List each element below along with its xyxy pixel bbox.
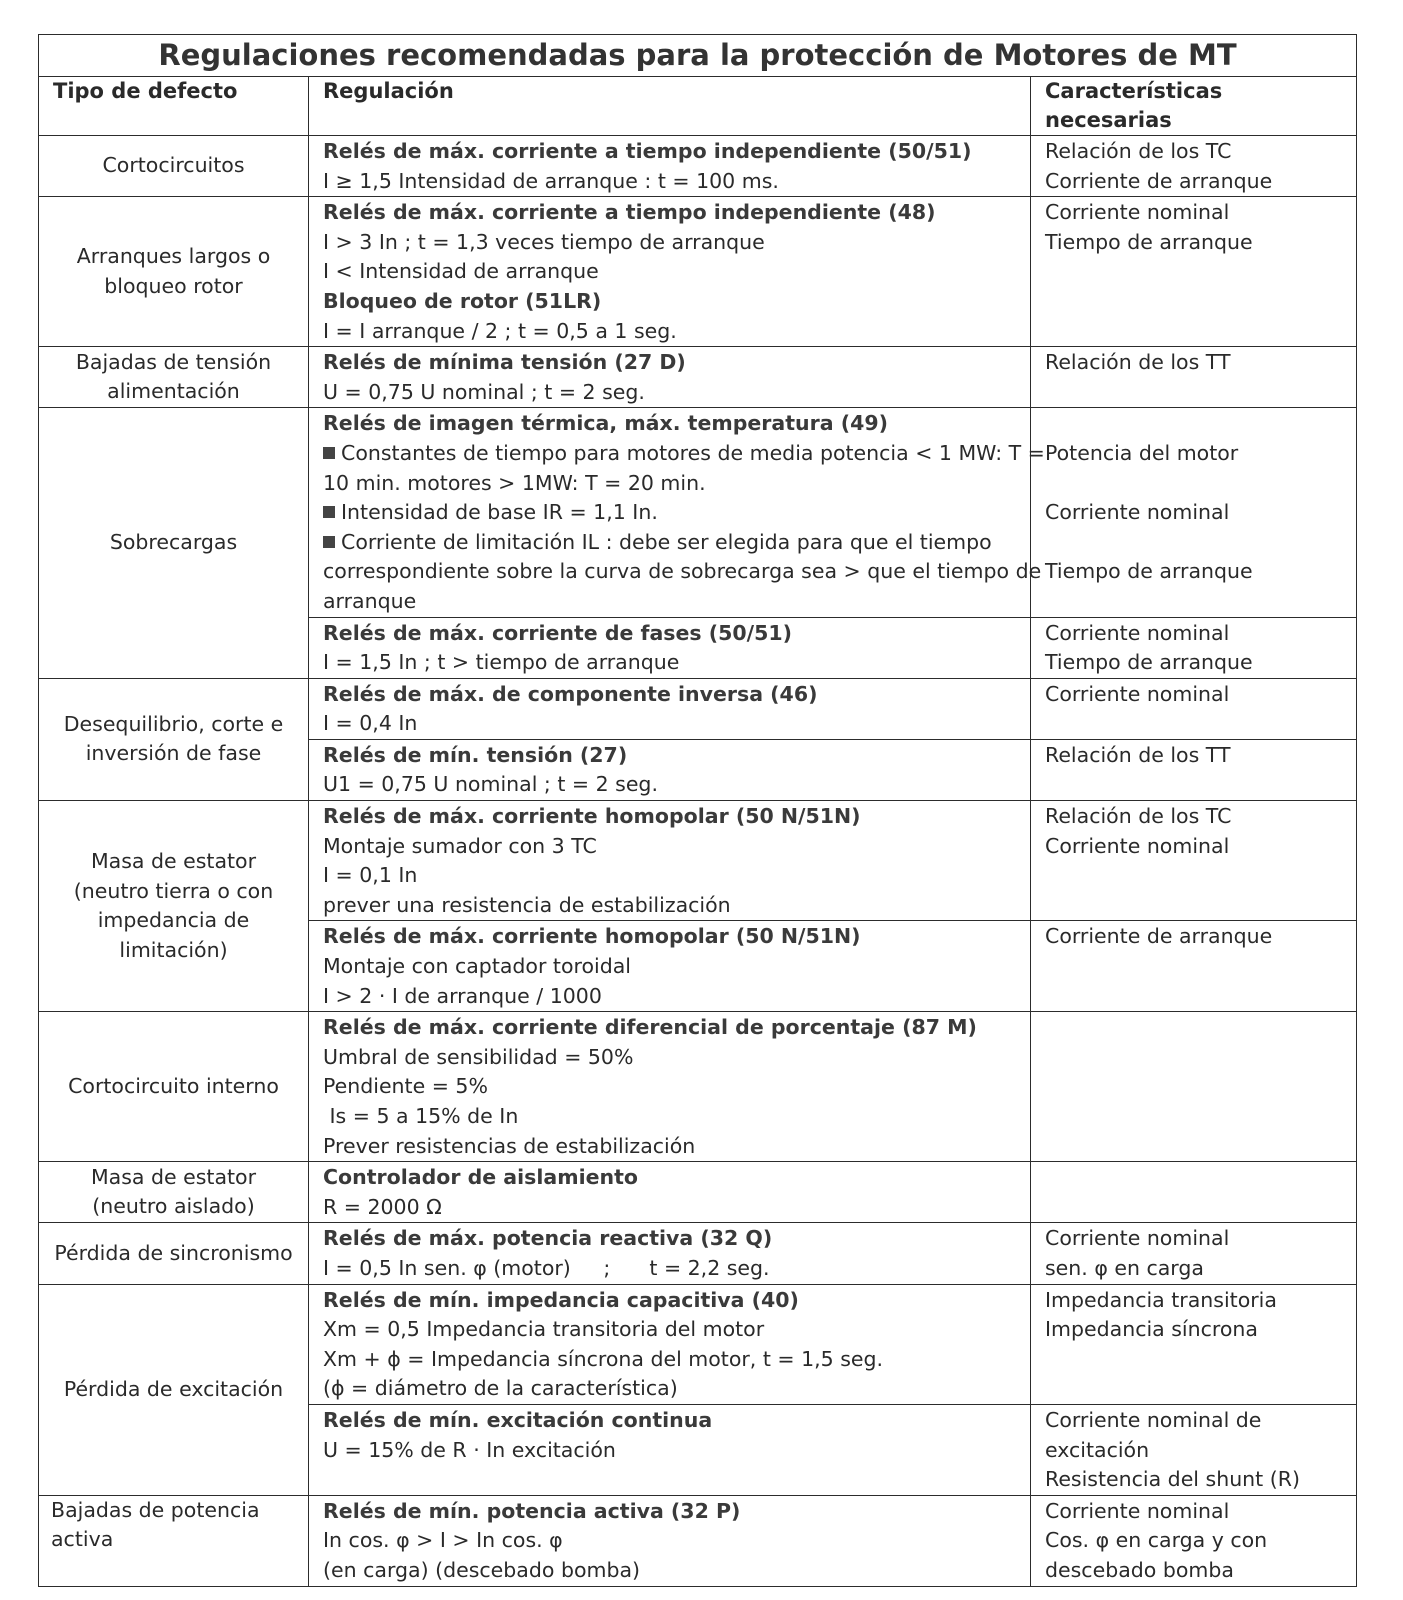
regulation-cell <box>309 678 1031 739</box>
header-tipo: Tipo de defecto <box>39 77 309 136</box>
characteristic-item: Tiempo de arranque <box>1045 650 1253 675</box>
characteristic-item: Corriente nominal <box>1045 1226 1230 1251</box>
defect-type: Desequilibrio, corte e <box>63 711 284 736</box>
defect-type-cell <box>39 1012 309 1162</box>
defect-type: alimentación <box>107 379 240 404</box>
header-caracteristicas: Características necesarias <box>1031 77 1357 136</box>
defect-type: Masa de estator <box>90 848 257 873</box>
regulation-line: Pendiente = 5% <box>323 1074 488 1099</box>
defect-type: bloqueo rotor <box>104 273 243 298</box>
characteristic-item: Corriente nominal <box>1045 681 1230 706</box>
defect-type: (neutro aislado) <box>92 1194 255 1219</box>
table-row <box>39 1223 1357 1284</box>
characteristic-item: Resistencia del shunt (R) <box>1045 1467 1300 1492</box>
relay-title: Relés de máx. corriente a tiempo independiente (50/51) <box>323 139 972 163</box>
characteristics-cell <box>1031 1495 1357 1586</box>
header-row <box>39 77 1357 136</box>
defect-type: limitación) <box>119 937 228 962</box>
defect-type: Bajadas de potencia <box>51 1497 260 1522</box>
relay-title: Relés de máx. potencia reactiva (32 Q) <box>323 1226 773 1251</box>
relay-title: Controlador de aislamiento <box>323 1165 638 1190</box>
defect-type-cell <box>39 408 309 678</box>
relay-title: Relés de mín. tensión (27) <box>323 742 628 767</box>
regulation-cell <box>309 1495 1031 1586</box>
regulation-line: 10 min. motores > 1MW: T = 20 min. <box>323 470 706 495</box>
defect-type-cell <box>39 678 309 800</box>
characteristic-item: Corriente nominal de <box>1045 1407 1262 1432</box>
table-row <box>39 1495 1357 1586</box>
relay-title: Relés de mín. impedancia capacitiva (40) <box>323 1287 799 1312</box>
regulation-text: Constantes de tiempo para motores de media potencia < 1 MW: T = <box>341 440 1045 465</box>
regulation-cell <box>309 1012 1031 1162</box>
regulation-line: Is = 5 a 15% de In <box>323 1104 519 1128</box>
defect-type: Pérdida de excitación <box>63 1376 284 1401</box>
defect-type-cell <box>39 1495 309 1586</box>
characteristic-item: Corriente nominal <box>1045 833 1230 858</box>
regulation-text: Intensidad de base IR = 1,1 In. <box>341 500 658 525</box>
characteristic-item: Tiempo de arranque <box>1045 229 1253 254</box>
table-row <box>39 408 1357 617</box>
defect-type-cell <box>39 347 309 408</box>
title-row <box>39 35 1357 77</box>
relay-title: Relés de mín. excitación continua <box>323 1407 713 1432</box>
characteristic-item: descebado bomba <box>1045 1557 1234 1582</box>
regulation-cell <box>309 408 1045 617</box>
characteristic-item: Relación de los TC <box>1045 139 1232 163</box>
characteristics-cell <box>1031 739 1357 800</box>
regulation-line: arranque <box>323 588 417 613</box>
bullet-square-icon <box>323 447 335 459</box>
regulation-line: Umbral de sensibilidad = 50% <box>323 1044 634 1069</box>
characteristic-item: Corriente nominal <box>1045 620 1230 645</box>
characteristic-item: Corriente nominal <box>1045 200 1230 225</box>
characteristic-item: Relación de los TT <box>1045 350 1231 375</box>
regulation-line: In cos. φ > I > In cos. φ <box>323 1528 563 1553</box>
relay-title: Relés de mín. potencia activa (32 P) <box>323 1498 741 1523</box>
defect-type: Cortocircuito interno <box>68 1073 279 1098</box>
characteristics-cell <box>1031 197 1357 347</box>
protection-settings-document <box>38 34 1356 1587</box>
defect-type-cell <box>39 1162 309 1223</box>
regulation-text: Corriente de limitación IL : debe ser elegida para que el tiempo <box>341 529 992 554</box>
regulation-cell <box>309 921 1031 1012</box>
regulation-cell <box>309 1162 1031 1223</box>
table-title: Regulaciones recomendadas para la protección de Motores de MT <box>39 35 1357 77</box>
regulation-line: I ≥ 1,5 Intensidad de arranque : t = 100 ms. <box>323 168 779 193</box>
regulation-line: correspondiente sobre la curva de sobrecarga sea > que el tiempo de <box>323 559 1042 584</box>
characteristics-cell <box>1031 678 1357 739</box>
relay-title: Relés de máx. corriente a tiempo independiente (48) <box>323 200 936 225</box>
regulation-cell <box>309 801 1031 921</box>
regulation-line: U1 = 0,75 U nominal ; t = 2 seg. <box>323 772 658 797</box>
defect-type: impedancia de <box>97 908 250 933</box>
bullet-square-icon <box>323 536 335 548</box>
defect-type: Arranques largos o <box>76 244 271 269</box>
regulation-line: (ϕ = diámetro de la característica) <box>323 1376 678 1401</box>
characteristic-item: Cos. φ en carga y con <box>1045 1528 1268 1553</box>
characteristics-cell <box>1031 921 1357 1012</box>
regulation-line: prever una resistencia de estabilización <box>323 892 731 917</box>
relay-title: Relés de máx. corriente homopolar (50 N/51N) <box>323 804 861 829</box>
table-row <box>39 197 1357 347</box>
header-regulacion: Regulación <box>309 77 1031 136</box>
characteristics-cell <box>1031 1162 1357 1223</box>
regulation-line: Montaje con captador toroidal <box>323 954 631 979</box>
regulation-line: I > 2 · I de arranque / 1000 <box>323 983 602 1008</box>
regulation-line <box>323 439 1045 469</box>
relay-title: Relés de mínima tensión (27 D) <box>323 350 686 375</box>
table-row <box>39 1162 1357 1223</box>
characteristics-cell <box>1031 1284 1357 1404</box>
regulation-line <box>323 528 1022 558</box>
protection-table <box>38 34 1357 1587</box>
regulation-cell <box>309 1223 1031 1284</box>
characteristics-cell <box>1031 136 1357 197</box>
defect-type-cell <box>39 136 309 197</box>
defect-type-cell <box>39 801 309 1012</box>
characteristic-item: Impedancia transitoria <box>1045 1287 1277 1312</box>
relay-title: Relés de imagen térmica, máx. temperatura (49) <box>323 411 888 436</box>
table-row <box>39 136 1357 197</box>
regulation-line: I = 0,4 In <box>323 711 418 736</box>
regulation-cell <box>309 136 1031 197</box>
regulation-line: Prever resistencias de estabilización <box>323 1133 696 1158</box>
characteristic-item: Corriente de arranque <box>1045 924 1273 949</box>
relay-title: Relés de máx. de componente inversa (46) <box>323 681 818 706</box>
defect-type: inversión de fase <box>85 741 262 766</box>
regulation-line: I = 0,1 In <box>323 863 418 888</box>
defect-type: Bajadas de tensión <box>75 349 272 374</box>
characteristic-item: Relación de los TC <box>1045 804 1232 829</box>
regulation-line: I = 0,5 In sen. φ (motor) ; t = 2,2 seg. <box>323 1255 770 1280</box>
characteristics-cell <box>1031 1223 1357 1284</box>
regulation-line: R = 2000 Ω <box>323 1194 442 1219</box>
defect-type: Cortocircuitos <box>102 153 245 178</box>
regulation-line: U = 15% de R · In excitación <box>323 1437 616 1462</box>
regulation-line <box>323 498 1022 528</box>
regulation-line: I < Intensidad de arranque <box>323 259 599 284</box>
characteristic-item: Potencia del motor <box>1045 440 1239 465</box>
regulation-cell <box>309 739 1031 800</box>
regulation-line: I = 1,5 In ; t > tiempo de arranque <box>323 650 680 675</box>
characteristics-cell <box>1031 801 1357 921</box>
defect-type: Sobrecargas <box>109 530 238 555</box>
regulation-line: Montaje sumador con 3 TC <box>323 833 597 858</box>
characteristic-item: Corriente nominal <box>1045 500 1230 525</box>
defect-type: (neutro tierra o con <box>73 878 274 903</box>
characteristic-item: Corriente nominal <box>1045 1498 1230 1523</box>
regulation-cell <box>309 347 1031 408</box>
table-row <box>39 1284 1357 1404</box>
defect-type-cell <box>39 1284 309 1495</box>
relay-title: Relés de máx. corriente homopolar (50 N/51N) <box>323 924 861 949</box>
characteristics-cell <box>1031 1404 1357 1495</box>
characteristic-item: Corriente de arranque <box>1045 168 1273 193</box>
characteristics-cell <box>1031 408 1357 617</box>
regulation-line: (en carga) (descebado bomba) <box>323 1557 641 1582</box>
defect-type-cell <box>39 197 309 347</box>
relay-title: Relés de máx. corriente de fases (50/51) <box>323 620 793 645</box>
characteristics-cell <box>1031 1012 1357 1162</box>
regulation-cell <box>309 1284 1031 1404</box>
characteristic-item: Impedancia síncrona <box>1045 1317 1258 1342</box>
defect-type: Pérdida de sincronismo <box>54 1240 293 1265</box>
regulation-line: U = 0,75 U nominal ; t = 2 seg. <box>323 379 645 404</box>
relay-title: Bloqueo de rotor (51LR) <box>323 288 602 313</box>
table-row <box>39 678 1357 739</box>
bullet-square-icon <box>323 506 335 518</box>
characteristic-item: Tiempo de arranque <box>1045 559 1253 584</box>
characteristic-item: sen. φ en carga <box>1045 1255 1204 1280</box>
characteristics-cell <box>1031 617 1357 678</box>
defect-type: activa <box>51 1527 114 1552</box>
defect-type: Masa de estator <box>90 1164 257 1189</box>
characteristic-item: excitación <box>1045 1437 1150 1462</box>
regulation-cell <box>309 617 1031 678</box>
table-row <box>39 347 1357 408</box>
regulation-line: I > 3 In ; t = 1,3 veces tiempo de arranque <box>323 229 765 254</box>
table-row <box>39 801 1357 921</box>
regulation-line: Xm = 0,5 Impedancia transitoria del motor <box>323 1317 765 1342</box>
characteristics-cell <box>1031 347 1357 408</box>
table-row <box>39 1012 1357 1162</box>
relay-title: Relés de máx. corriente diferencial de porcentaje (87 M) <box>323 1015 977 1040</box>
regulation-line: I = I arranque / 2 ; t = 0,5 a 1 seg. <box>323 318 677 343</box>
regulation-cell <box>309 197 1031 347</box>
defect-type-cell <box>39 1223 309 1284</box>
regulation-cell <box>309 1404 1031 1495</box>
regulation-line: Xm + ϕ = Impedancia síncrona del motor, t = 1,5 seg. <box>323 1346 884 1371</box>
characteristic-item: Relación de los TT <box>1045 742 1231 767</box>
